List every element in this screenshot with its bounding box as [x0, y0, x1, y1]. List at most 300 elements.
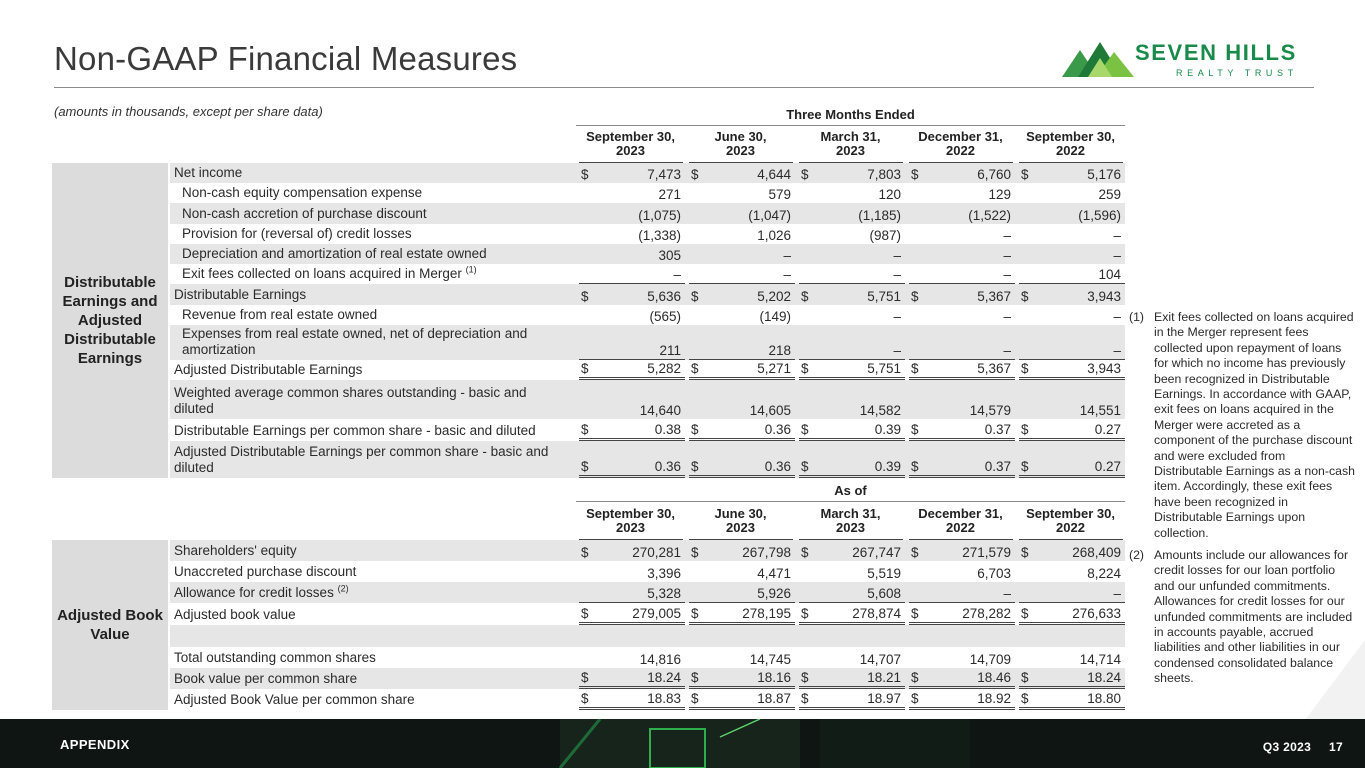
column-header-line1: September 30,: [1026, 506, 1115, 521]
row-label-text: Weighted average common shares outstanding - basic and diluted: [174, 385, 527, 416]
title-divider: [54, 87, 1314, 88]
currency-symbol: $: [691, 459, 699, 474]
table-row: [170, 689, 1125, 710]
cell-value: –: [1003, 267, 1011, 282]
table-cell: [1019, 441, 1125, 478]
cell-value: 305: [658, 248, 681, 263]
cell-value: 276,633: [1072, 606, 1121, 621]
column-header-line2: 2023: [836, 520, 865, 535]
currency-symbol: $: [911, 422, 919, 437]
cell-value: 0.38: [654, 422, 681, 437]
table-row: [170, 603, 1125, 625]
cell-value: 579: [768, 187, 791, 202]
table-cell: [799, 284, 905, 305]
cell-value: 14,582: [859, 403, 901, 418]
row-label-text: Shareholders' equity: [174, 543, 297, 558]
table-cell: [689, 668, 795, 689]
footer-section-label: APPENDIX: [60, 737, 130, 752]
table-cell: [579, 689, 685, 710]
row-label: [174, 165, 579, 181]
table-cell: [799, 360, 905, 380]
table-cell: [1019, 183, 1125, 203]
currency-symbol: $: [1021, 167, 1029, 182]
column-header-line2: 2023: [726, 520, 755, 535]
table-cell: [1019, 264, 1125, 284]
currency-symbol: $: [1021, 459, 1029, 474]
cell-value: 5,926: [757, 586, 791, 601]
column-header-line2: 2023: [616, 143, 645, 158]
column-header: [1016, 130, 1125, 158]
row-label-text: Total outstanding common shares: [174, 650, 376, 665]
cell-value: 4,471: [757, 566, 791, 581]
cell-value: 120: [878, 187, 901, 202]
currency-symbol: $: [911, 167, 919, 182]
cell-value: 271: [658, 187, 681, 202]
table-cell: [579, 380, 685, 419]
table-cell: [689, 441, 795, 478]
cell-value: 5,328: [647, 586, 681, 601]
cell-value: 14,551: [1079, 403, 1121, 418]
table-cell: [579, 540, 685, 561]
table-cell: [799, 325, 905, 360]
currency-symbol: $: [801, 606, 809, 621]
row-label-text: Allowance for credit losses: [174, 585, 334, 600]
table-row: [170, 582, 1125, 603]
table-row: [170, 163, 1125, 183]
cell-value: 18.87: [757, 691, 791, 706]
footnote-1: [1129, 310, 1355, 541]
row-label: [174, 607, 579, 623]
currency-symbol: $: [691, 691, 699, 706]
row-label-text: Revenue from real estate owned: [182, 307, 378, 322]
table2-group-header: As of: [834, 483, 867, 498]
table-cell: [909, 603, 1015, 625]
table-cell: [689, 360, 795, 380]
table-cell: [909, 380, 1015, 419]
table-cell: [909, 325, 1015, 360]
table2-group-rule: [576, 501, 1125, 502]
row-label: [182, 326, 572, 358]
cell-value: –: [1113, 309, 1121, 324]
row-label-text: Adjusted Distributable Earnings: [174, 362, 363, 377]
table-cell: [1019, 419, 1125, 441]
table-cell: [689, 603, 795, 625]
cell-value: 3,396: [647, 566, 681, 581]
currency-symbol: $: [581, 606, 589, 621]
cell-value: 14,745: [749, 652, 791, 667]
table-cell: [799, 183, 905, 203]
column-header-line2: 2023: [836, 143, 865, 158]
cell-value: –: [893, 267, 901, 282]
table-cell: [689, 419, 795, 441]
row-label-text: Adjusted Distributable Earnings per common share - basic and diluted: [174, 444, 549, 475]
cell-value: 0.39: [874, 422, 901, 437]
cell-value: 14,816: [639, 652, 681, 667]
row-label: [174, 423, 579, 439]
currency-symbol: $: [1021, 289, 1029, 304]
currency-symbol: $: [801, 459, 809, 474]
table-cell: [799, 264, 905, 284]
table-cell: [799, 582, 905, 603]
currency-symbol: $: [1021, 691, 1029, 706]
row-label-text: Expenses from real estate owned, net of depreciation and amortization: [182, 326, 528, 357]
table-cell: [579, 360, 685, 380]
table-cell: [909, 441, 1015, 478]
currency-symbol: $: [581, 422, 589, 437]
cell-value: (987): [869, 228, 901, 243]
table-cell: [799, 163, 905, 183]
cell-value: –: [1003, 586, 1011, 601]
cell-value: (1,185): [858, 208, 901, 223]
section-label: Distributable Earnings and Adjusted Distributable Earnings: [62, 274, 158, 367]
cell-value: –: [1003, 248, 1011, 263]
row-label: [174, 585, 579, 601]
row-label-text: Provision for (reversal of) credit losses: [182, 226, 412, 241]
table-cell: [579, 625, 685, 647]
table-cell: [1019, 360, 1125, 380]
row-label-text: Non-cash accretion of purchase discount: [182, 206, 427, 221]
column-header: [796, 130, 905, 158]
currency-symbol: $: [801, 670, 809, 685]
cell-value: 5,519: [867, 566, 901, 581]
table-cell: [909, 668, 1015, 689]
table-cell: [689, 203, 795, 224]
cell-value: 7,473: [647, 167, 681, 182]
table-cell: [799, 540, 905, 561]
cell-value: 259: [1098, 187, 1121, 202]
section-label: Adjusted Book Value: [57, 607, 163, 643]
row-label: [174, 444, 564, 476]
table-cell: [689, 183, 795, 203]
table-cell: [909, 203, 1015, 224]
cell-value: 7,803: [867, 167, 901, 182]
table-cell: [1019, 668, 1125, 689]
cell-value: 268,409: [1072, 545, 1121, 560]
cell-value: 5,751: [867, 361, 901, 376]
cell-value: (149): [759, 309, 791, 324]
row-label: [174, 564, 579, 580]
cell-value: 1,026: [757, 228, 791, 243]
cell-value: –: [893, 248, 901, 263]
cell-value: 18.80: [1087, 691, 1121, 706]
cell-value: 104: [1098, 267, 1121, 282]
table-cell: [689, 647, 795, 668]
cell-value: (1,522): [968, 208, 1011, 223]
table-cell: [689, 284, 795, 305]
table-cell: [799, 203, 905, 224]
table-cell: [1019, 325, 1125, 360]
table-row: [170, 380, 1125, 419]
column-header: [1016, 507, 1125, 535]
row-label-text: Non-cash equity compensation expense: [182, 185, 423, 200]
table-cell: [1019, 561, 1125, 582]
cell-value: 267,798: [742, 545, 791, 560]
row-label: [182, 307, 587, 323]
column-header-line1: December 31,: [918, 129, 1003, 144]
cell-value: 218: [768, 343, 791, 358]
table-cell: [1019, 582, 1125, 603]
table-row: [170, 647, 1125, 668]
cell-value: 0.37: [984, 422, 1011, 437]
currency-symbol: $: [911, 459, 919, 474]
footnote-text: Amounts include our allowances for credit losses for our loan portfolio and our unfunded commitments. Allowances for credit losses for our unfunded commitments are included in accounts payable, accrued liabilities and other liabilities in our condensed consolidated balance sheets.: [1154, 548, 1353, 686]
currency-symbol: $: [581, 289, 589, 304]
column-header-line1: December 31,: [918, 506, 1003, 521]
row-label-text: Adjusted book value: [174, 607, 296, 622]
currency-symbol: $: [1021, 606, 1029, 621]
footer-period: Q3 2023: [1262, 740, 1312, 754]
cell-value: 5,751: [867, 289, 901, 304]
table-cell: [799, 561, 905, 582]
currency-symbol: $: [1021, 361, 1029, 376]
table-row: [170, 419, 1125, 441]
row-label: [174, 671, 579, 687]
table-cell: [909, 419, 1015, 441]
cell-value: 5,202: [757, 289, 791, 304]
table-cell: [579, 325, 685, 360]
currency-symbol: $: [911, 691, 919, 706]
footnote-ref: (2): [337, 583, 349, 594]
row-label-text: Depreciation and amortization of real estate owned: [182, 246, 487, 261]
cell-value: 18.16: [757, 670, 791, 685]
currency-symbol: $: [801, 167, 809, 182]
table-cell: [579, 284, 685, 305]
cell-value: 211: [659, 343, 681, 358]
cell-value: 18.24: [647, 670, 681, 685]
cell-value: (1,596): [1078, 208, 1121, 223]
cell-value: 278,282: [962, 606, 1011, 621]
footnote-ref: (1): [465, 264, 477, 275]
column-header: [686, 130, 795, 158]
table-cell: [579, 203, 685, 224]
cell-value: 3,943: [1087, 289, 1121, 304]
table-row: [170, 540, 1125, 561]
column-header-line1: March 31,: [820, 506, 881, 521]
table-cell: [689, 224, 795, 244]
cell-value: 5,367: [977, 289, 1011, 304]
column-header-line2: 2022: [1056, 520, 1085, 535]
row-label: [182, 206, 587, 222]
row-label: [182, 226, 587, 242]
section-adjusted-book-value: [52, 540, 168, 710]
table-cell: [689, 264, 795, 284]
cell-value: 18.21: [867, 670, 901, 685]
table-row: [170, 284, 1125, 305]
table-cell: [909, 163, 1015, 183]
table-cell: [909, 183, 1015, 203]
table-cell: [799, 689, 905, 710]
table-row: [170, 183, 1125, 203]
cell-value: –: [1113, 248, 1121, 263]
table-row: [170, 325, 1125, 360]
column-header-line1: September 30,: [586, 506, 675, 521]
cell-value: –: [1003, 309, 1011, 324]
currency-symbol: $: [911, 289, 919, 304]
cell-value: 0.36: [764, 459, 791, 474]
cell-value: 0.27: [1094, 459, 1121, 474]
cell-value: 129: [988, 187, 1011, 202]
currency-symbol: $: [691, 289, 699, 304]
table-cell: [689, 380, 795, 419]
row-label: [182, 185, 587, 201]
cell-value: 5,282: [647, 361, 681, 376]
column-header-line1: March 31,: [820, 129, 881, 144]
cell-value: 0.27: [1094, 422, 1121, 437]
cell-value: 5,367: [977, 361, 1011, 376]
table-row: [170, 224, 1125, 244]
table1-group-header: Three Months Ended: [786, 107, 915, 122]
footnote-number: (2): [1129, 548, 1145, 562]
currency-symbol: $: [581, 167, 589, 182]
row-label-text: Net income: [174, 165, 243, 180]
table-cell: [799, 441, 905, 478]
table-cell: [689, 625, 795, 647]
page-title: Non-GAAP Financial Measures: [54, 40, 518, 77]
row-label-text: Distributable Earnings: [174, 287, 307, 302]
cell-value: 14,640: [639, 403, 681, 418]
cell-value: 0.36: [654, 459, 681, 474]
table-row: [170, 244, 1125, 264]
cell-value: 279,005: [632, 606, 681, 621]
table-cell: [689, 244, 795, 264]
logo-name: SEVEN HILLS: [1135, 40, 1297, 65]
table1-group-rule: [576, 125, 1125, 126]
cell-value: –: [1113, 343, 1121, 358]
table-cell: [1019, 540, 1125, 561]
table-cell: [689, 561, 795, 582]
cell-value: –: [1003, 228, 1011, 243]
currency-symbol: $: [691, 670, 699, 685]
table-cell: [689, 689, 795, 710]
cell-value: 5,608: [867, 586, 901, 601]
column-header-line2: 2022: [1056, 143, 1085, 158]
currency-symbol: $: [801, 545, 809, 560]
cell-value: 8,224: [1087, 566, 1121, 581]
cell-value: 14,714: [1079, 652, 1121, 667]
row-label: [174, 362, 579, 378]
column-header: [576, 130, 685, 158]
table-cell: [689, 163, 795, 183]
currency-symbol: $: [581, 670, 589, 685]
column-header-line2: 2022: [946, 520, 975, 535]
cell-value: –: [1003, 343, 1011, 358]
table-cell: [579, 668, 685, 689]
mountains-logo-icon: [1062, 40, 1136, 78]
table-cell: [1019, 284, 1125, 305]
cell-value: 5,271: [757, 361, 791, 376]
table-cell: [799, 625, 905, 647]
currency-symbol: $: [801, 361, 809, 376]
cell-value: 278,874: [852, 606, 901, 621]
cell-value: 271,579: [962, 545, 1011, 560]
currency-symbol: $: [911, 545, 919, 560]
cell-value: 18.46: [977, 670, 1011, 685]
cell-value: 0.39: [874, 459, 901, 474]
row-label: [174, 650, 579, 666]
table-cell: [799, 603, 905, 625]
table-row: [170, 668, 1125, 689]
cell-value: –: [1113, 228, 1121, 243]
table-cell: [909, 224, 1015, 244]
table-cell: [909, 625, 1015, 647]
table-row: [170, 264, 1125, 284]
table-cell: [1019, 647, 1125, 668]
column-header: [906, 130, 1015, 158]
table-cell: [689, 305, 795, 325]
column-header-line2: 2022: [946, 143, 975, 158]
currency-symbol: $: [1021, 670, 1029, 685]
table-cell: [909, 689, 1015, 710]
table-cell: [799, 224, 905, 244]
table-cell: [579, 419, 685, 441]
table-cell: [579, 441, 685, 478]
currency-symbol: $: [691, 606, 699, 621]
cell-value: –: [783, 267, 791, 282]
currency-symbol: $: [691, 545, 699, 560]
table-cell: [1019, 163, 1125, 183]
footnote-number: (1): [1129, 310, 1145, 324]
cell-value: 18.92: [977, 691, 1011, 706]
table-cell: [579, 582, 685, 603]
cell-value: 278,195: [742, 606, 791, 621]
table-cell: [689, 540, 795, 561]
table-cell: [909, 244, 1015, 264]
row-label: [174, 543, 579, 559]
column-header-line2: 2023: [726, 143, 755, 158]
table-cell: [579, 561, 685, 582]
cell-value: 18.83: [647, 691, 681, 706]
page-number: 17: [1329, 740, 1343, 754]
cell-value: 18.24: [1087, 670, 1121, 685]
table-cell: [799, 419, 905, 441]
column-header: [576, 507, 685, 535]
cell-value: (1,075): [638, 208, 681, 223]
cell-value: –: [893, 343, 901, 358]
table-cell: [1019, 603, 1125, 625]
currency-symbol: $: [1021, 422, 1029, 437]
cell-value: 14,707: [859, 652, 901, 667]
cell-value: –: [783, 248, 791, 263]
currency-symbol: $: [691, 167, 699, 182]
table-cell: [1019, 305, 1125, 325]
footer-page-info: [1245, 740, 1343, 754]
row-label-text: Adjusted Book Value per common share: [174, 692, 415, 707]
row-label-text: Exit fees collected on loans acquired in Merger: [182, 266, 462, 281]
table-row: [170, 561, 1125, 582]
currency-symbol: $: [801, 289, 809, 304]
logo-subtitle: REALTY TRUST: [1176, 68, 1298, 78]
table-cell: [799, 647, 905, 668]
table-cell: [579, 224, 685, 244]
row-label: [182, 266, 587, 282]
table-cell: [579, 163, 685, 183]
table-row: [170, 305, 1125, 325]
table-cell: [909, 360, 1015, 380]
table-cell: [909, 582, 1015, 603]
column-header: [796, 507, 905, 535]
cell-value: 5,636: [647, 289, 681, 304]
currency-symbol: $: [581, 459, 589, 474]
table-cell: [579, 264, 685, 284]
cell-value: (565): [649, 309, 681, 324]
table-cell: [909, 540, 1015, 561]
table-cell: [909, 305, 1015, 325]
table-cell: [689, 582, 795, 603]
cell-value: 18.97: [867, 691, 901, 706]
table-cell: [1019, 689, 1125, 710]
cell-value: 267,747: [852, 545, 901, 560]
cell-value: 14,579: [969, 403, 1011, 418]
